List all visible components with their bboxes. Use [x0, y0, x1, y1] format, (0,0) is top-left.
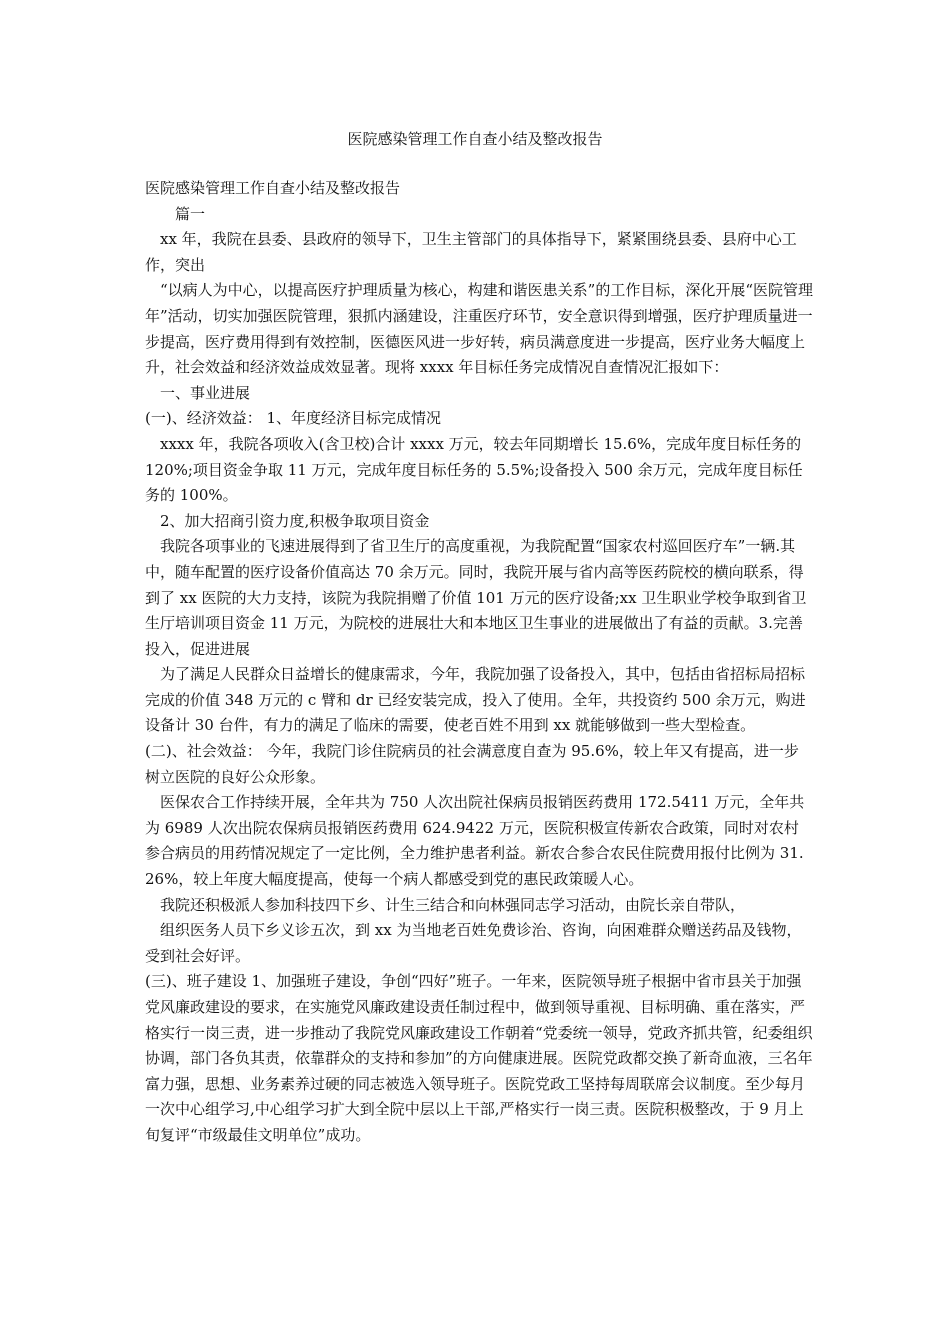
document-subtitle: 医院感染管理工作自查小结及整改报告 [145, 179, 401, 197]
paragraph: (三)、班子建设 1、加强班子建设，争创“四好”班子。一年来，医院领导班子根据中省市县关于加强党风廉政建设的要求，在实施党风廉政建设责任制过程中，做到领导重视、目标明确、重在落实，严格实行一岗三责，进一步推动了我院党风廉政建设工作朝着“党委统一领导，党政齐抓共管，纪委组织协调，部门各负其责，依靠群众的支持和参加”的方向健康进展。医院党政都交换了新奇血液，三名年富力强，思想、业务素养过硬的同志被选入领导班子。医院党政工坚持每周联席会议制度。至少每月一次中心组学习,中心组学习扩大到全院中层以上干部,严格实行一岗三责。医院积极整改，于 9 月上旬复评“市级最佳文明单位”成功。 [145, 972, 813, 1144]
paragraph: 医保农合工作持续开展，全年共为 750 人次出院社保病员报销医药费用 172.5411 万元，全年共为 6989 人次出院农保病员报销医药费用 624.9422 万元，医院积极宣传新农合政策，同时对农村参合病员的用药情况规定了一定比例，全力维护患者利益。新农合参合农民住院费用报付比例为 31.26%，较上年度大幅度提高，使每一个病人都感受到党的惠民政策暖人心。 [145, 793, 805, 889]
paragraph: 我院还积极派人参加科技四下乡、计生三结合和向林强同志学习活动，由院长亲自带队， [160, 895, 746, 914]
paragraph: (二)、社会效益： 今年，我院门诊住院病员的社会满意度自查为 95.6%，较上年又有提高，进一步树立医院的良好公众形象。 [145, 742, 799, 786]
paragraph: 篇一 [175, 204, 206, 223]
document-body [145, 176, 813, 1149]
document-title: 医院感染管理工作自查小结及整改报告 [347, 130, 603, 148]
subsection-heading: 2、加大招商引资力度,积极争取项目资金 [160, 511, 430, 530]
paragraph: xx 年，我院在县委、县政府的领导下，卫生主管部门的具体指导下，紧紧围绕县委、县府中心工作，突出 [145, 230, 797, 274]
paragraph: 为了满足人民群众日益增长的健康需求，今年，我院加强了设备投入，其中，包括由省招标局招标完成的价值 348 万元的 c 臂和 dr 已经安装完成，投入了使用。全年，共投资约 500 余万元，购进设备计 30 台件，有力的满足了临床的需要，使老百姓不用到 xx 就能够做到一些大型检查。 [145, 665, 806, 735]
paragraph: 组织医务人员下乡义诊五次，到 xx 为当地老百姓免费诊治、咨询，向困难群众赠送药品及钱物，受到社会好评。 [145, 921, 802, 965]
paragraph: 我院各项事业的飞速进展得到了省卫生厅的高度重视，为我院配置“国家农村巡回医疗车”一辆.其中，随车配置的医疗设备价值高达 70 余万元。同时，我院开展与省内高等医药院校的横向联系，得到了 xx 医院的大力支持，该院为我院捐赠了价值 101 万元的医疗设备;xx 卫生职业学校争取到省卫生厅培训项目资金 11 万元，为院校的进展壮大和本地区卫生事业的进展做出了有益的贡献。3.完善投入，促进进展 [145, 537, 807, 658]
section-heading: 一、事业进展 [160, 383, 251, 402]
subsection-heading: (一)、经济效益： 1、年度经济目标完成情况 [145, 409, 442, 428]
paragraph: “以病人为中心，以提高医疗护理质量为核心，构建和谐医患关系”的工作目标，深化开展“医院管理年”活动，切实加强医院管理，狠抓内涵建设，注重医疗环节，安全意识得到增强，医疗护理质量进一步提高，医疗费用得到有效控制，医德医风进一步好转，病员满意度进一步提高，医疗业务大幅度上升，社会效益和经济效益成效显著。现将 xxxx 年目标任务完成情况自查情况汇报如下： [145, 281, 814, 377]
paragraph: xxxx 年，我院各项收入(含卫校)合计 xxxx 万元，较去年同期增长 15.6%，完成年度目标任务的 120%;项目资金争取 11 万元，完成年度目标任务的 5.5%;设备投入 500 余万元，完成年度目标任务的 100%。 [145, 434, 803, 505]
